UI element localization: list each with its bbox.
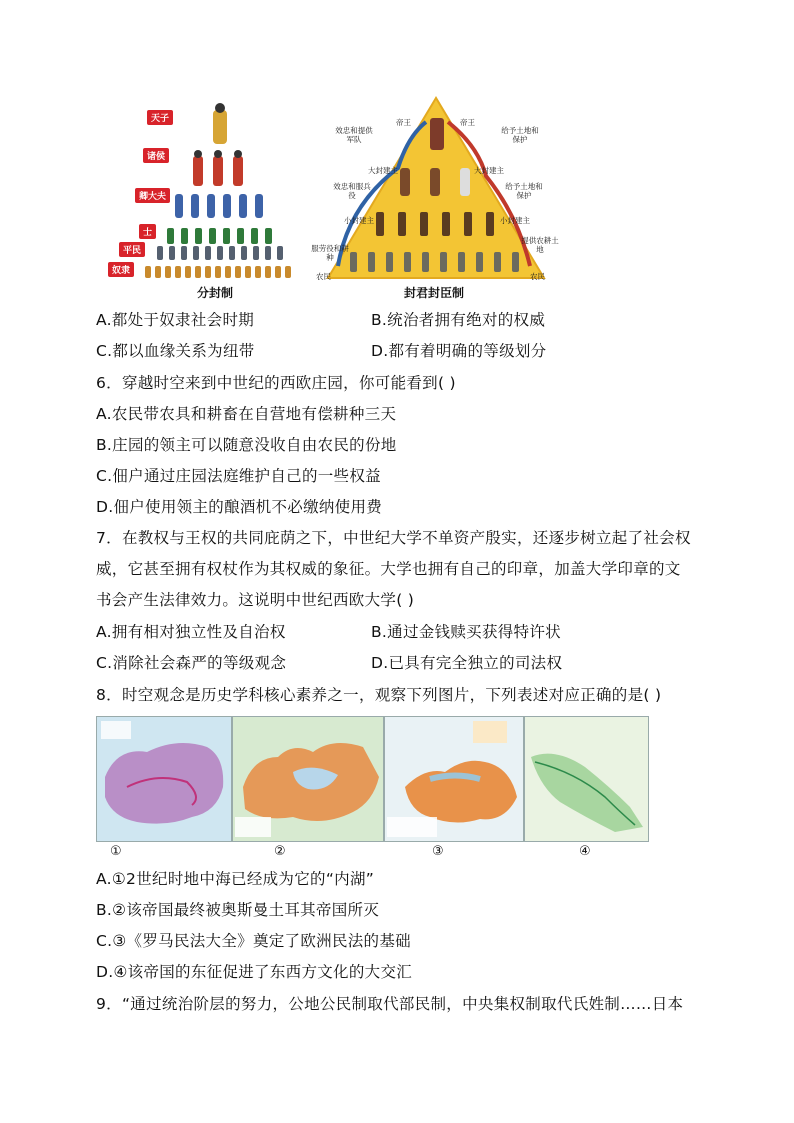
q5-option-a: A.都处于奴隶社会时期 [96,311,255,329]
level-label-nuli: 奴隶 [108,262,134,277]
level-label-pingmin: 平民 [119,242,145,257]
q7-option-c: C.消除社会森严的等级观念 [96,654,287,672]
q7-stem-line2: 威，它甚至拥有权杖作为其权威的象征。大学也拥有自己的印章，加盖大学印章的文 [96,560,681,578]
map-3 [384,716,524,842]
map-label-4: ④ [579,844,591,859]
q8-option-d: D.④该帝国的东征促进了东西方文化的大交汇 [96,963,413,981]
rank-right-1: 帝王 [460,118,475,127]
map-2 [232,716,384,842]
map-1 [96,716,232,842]
rank-left-1: 帝王 [396,118,411,127]
fenfeng-figures [105,100,300,300]
left-note-1: 效忠和提供军队 [335,126,373,144]
q6-option-d: D.佃户使用领主的酿酒机不必缴纳使用费 [96,498,383,516]
map-4 [524,716,649,842]
q6-option-b: B.庄园的领主可以随意没收自由农民的份地 [96,436,397,454]
right-note-1: 给予土地和保护 [501,126,539,144]
q6-stem: 6．穿越时空来到中世纪的西欧庄园，你可能看到( ) [96,374,456,392]
fenfeng-diagram [105,100,300,300]
q7-option-b: B.通过金钱赎买获得特许状 [371,623,561,641]
fengjun-caption: 封君封臣制 [404,286,465,300]
level-label-zhuhou: 诸侯 [143,148,169,163]
q8-maps [96,716,649,842]
q5-option-c: C.都以血缘关系为纽带 [96,342,255,360]
right-note-2: 给予土地和保护 [505,182,543,200]
q5-option-b: B.统治者拥有绝对的权威 [371,311,546,329]
right-note-3: 提供农耕土地 [521,236,559,254]
q7-option-a: A.拥有相对独立性及自治权 [96,623,286,641]
rank-right-3: 小封建主 [500,216,530,225]
level-label-tianzi: 天子 [147,110,173,125]
q8-option-a: A.①2世纪时地中海已经成为它的“内湖” [96,870,375,888]
q8-stem: 8．时空观念是历史学科核心素养之一，观察下列图片，下列表述对应正确的是( ) [96,686,662,704]
rank-left-3: 小封建主 [344,216,374,225]
q6-option-a: A.农民带农具和耕畜在自营地有偿耕种三天 [96,405,397,423]
map-label-2: ② [274,844,286,859]
rank-right-4: 农民 [530,272,545,281]
q8-option-b: B.②该帝国最终被奥斯曼土耳其帝国所灭 [96,901,380,919]
left-note-2: 效忠和服兵役 [333,182,371,200]
q7-stem-line3: 书会产生法律效力。这说明中世纪西欧大学( ) [96,591,415,609]
q5-option-d: D.都有着明确的等级划分 [371,342,547,360]
map-label-1: ① [110,844,122,859]
rank-left-2: 大封建主 [368,166,398,175]
q7-option-d: D.已具有完全独立的司法权 [371,654,563,672]
left-note-3: 服劳役和耕种 [311,244,349,262]
level-label-qingdafu: 卿大夫 [135,188,170,203]
fengjun-diagram [308,96,563,300]
q9-stem-line1: 9．“通过统治阶层的努力，公地公民制取代部民制，中央集权制取代氏姓制……日本 [96,995,684,1013]
q7-stem-line1: 7．在教权与王权的共同庇荫之下，中世纪大学不单资产殷实，还逐步树立起了社会权 [96,529,691,547]
q6-option-c: C.佃户通过庄园法庭维护自己的一些权益 [96,467,381,485]
q8-option-c: C.③《罗马民法大全》奠定了欧洲民法的基础 [96,932,411,950]
rank-right-2: 大封建主 [474,166,504,175]
rank-left-4: 农民 [316,272,331,281]
level-label-shi: 士 [139,224,156,239]
map-label-3: ③ [432,844,444,859]
fenfeng-caption: 分封制 [197,286,234,300]
